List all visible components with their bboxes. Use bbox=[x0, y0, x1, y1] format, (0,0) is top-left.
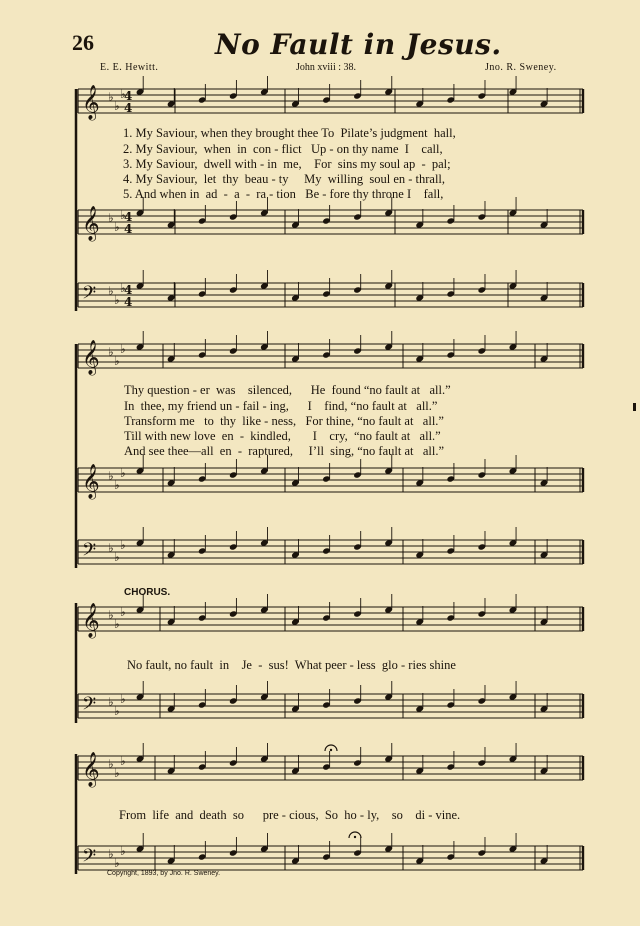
flat-symbol: ♭ bbox=[108, 541, 114, 555]
treble-clef-symbol: 𝄞 bbox=[82, 206, 100, 241]
bass-clef-symbol: 𝄢 bbox=[82, 846, 97, 871]
time-signature-top: 4 bbox=[124, 89, 133, 103]
flat-symbol: ♭ bbox=[114, 99, 120, 113]
flat-symbol: ♭ bbox=[108, 90, 114, 104]
chorus-lyric-line-1: No fault, no fault in Je - sus! What peer - less glo - ries shine bbox=[127, 658, 456, 672]
flat-symbol: ♭ bbox=[108, 695, 114, 709]
verse-line-4a: 4. My Saviour, let thy beau - ty My willing soul en - thrall, bbox=[123, 172, 446, 186]
verse-line-1a: 1. My Saviour, when they brought thee To Pilate’s judgment hall, bbox=[123, 126, 456, 140]
flat-symbol: ♭ bbox=[120, 692, 126, 706]
verse-line-5a: 5. And when in ad - a - ra - tion Be - fore thy throne I fall, bbox=[123, 187, 444, 201]
time-signature-bottom: 4 bbox=[124, 222, 133, 236]
flat-symbol: ♭ bbox=[114, 704, 120, 718]
chorus-lyric-line-2: From life and death so pre - cious, So ho - ly, so di - vine. bbox=[119, 808, 461, 822]
verse-line-3a: 3. My Saviour, dwell with - in me, For sins my soul ap - pal; bbox=[123, 157, 451, 171]
flat-symbol: ♭ bbox=[114, 617, 120, 631]
verse-line-2a: 2. My Saviour, when in con - flict Up - on thy name I call, bbox=[123, 142, 443, 156]
treble-clef-symbol: 𝄞 bbox=[82, 752, 100, 787]
verse-line-3b: Transform me to thy like - ness, For thine, “no fault at all.” bbox=[124, 414, 444, 428]
bass-clef-symbol: 𝄢 bbox=[82, 540, 97, 565]
flat-symbol: ♭ bbox=[114, 550, 120, 564]
hymn-title: No Fault in Jesus. bbox=[215, 28, 502, 61]
flat-symbol: ♭ bbox=[114, 220, 120, 234]
verse-line-1b: Thy question - er was silenced, He found “no fault at all.” bbox=[124, 383, 451, 397]
time-signature-bottom: 4 bbox=[124, 101, 133, 115]
flat-symbol: ♭ bbox=[108, 211, 114, 225]
copyright-notice: Copyright, 1893, by Jno. R. Sweney. bbox=[107, 870, 221, 877]
page-number: 26 bbox=[72, 30, 94, 55]
treble-clef-symbol: 𝄞 bbox=[82, 464, 100, 499]
flat-symbol: ♭ bbox=[108, 847, 114, 861]
flat-symbol: ♭ bbox=[108, 284, 114, 298]
scripture-reference: John xviii : 38. bbox=[296, 62, 357, 73]
treble-clef-symbol: 𝄞 bbox=[82, 603, 100, 638]
verse-line-2b: In thee, my friend un - fail - ing, I find, “no fault at all.” bbox=[124, 399, 438, 413]
flat-symbol: ♭ bbox=[120, 87, 126, 101]
flat-symbol: ♭ bbox=[120, 538, 126, 552]
flat-symbol: ♭ bbox=[120, 342, 126, 356]
fermata-dot bbox=[354, 836, 356, 838]
verse-line-4b: Till with new love en - kindled, I cry, “no fault at all.” bbox=[124, 429, 441, 443]
verse-line-5b: And see thee—all en - raptured, I’ll sing, “no fault at all.” bbox=[124, 444, 445, 458]
flat-symbol: ♭ bbox=[120, 281, 126, 295]
flat-symbol: ♭ bbox=[114, 293, 120, 307]
flat-symbol: ♭ bbox=[120, 466, 126, 480]
flat-symbol: ♭ bbox=[108, 757, 114, 771]
flat-symbol: ♭ bbox=[114, 478, 120, 492]
bass-clef-symbol: 𝄢 bbox=[82, 694, 97, 719]
time-signature-bottom: 4 bbox=[124, 295, 133, 309]
flat-symbol: ♭ bbox=[108, 469, 114, 483]
author-credit: E. E. Hewitt. bbox=[100, 62, 159, 73]
treble-clef-symbol: 𝄞 bbox=[82, 85, 100, 120]
flat-symbol: ♭ bbox=[114, 354, 120, 368]
flat-symbol: ♭ bbox=[114, 766, 120, 780]
flat-symbol: ♭ bbox=[120, 605, 126, 619]
treble-clef-symbol: 𝄞 bbox=[82, 340, 100, 375]
time-signature-top: 4 bbox=[124, 210, 133, 224]
composer-credit: Jno. R. Sweney. bbox=[485, 62, 557, 73]
flat-symbol: ♭ bbox=[108, 608, 114, 622]
flat-symbol: ♭ bbox=[114, 856, 120, 870]
flat-symbol: ♭ bbox=[120, 754, 126, 768]
page-edge-mark bbox=[633, 403, 636, 411]
flat-symbol: ♭ bbox=[108, 345, 114, 359]
flat-symbol: ♭ bbox=[120, 844, 126, 858]
time-signature-top: 4 bbox=[124, 283, 133, 297]
bass-clef-symbol: 𝄢 bbox=[82, 283, 97, 308]
chorus-label: CHORUS. bbox=[124, 587, 171, 598]
fermata-dot bbox=[330, 749, 332, 751]
flat-symbol: ♭ bbox=[120, 208, 126, 222]
